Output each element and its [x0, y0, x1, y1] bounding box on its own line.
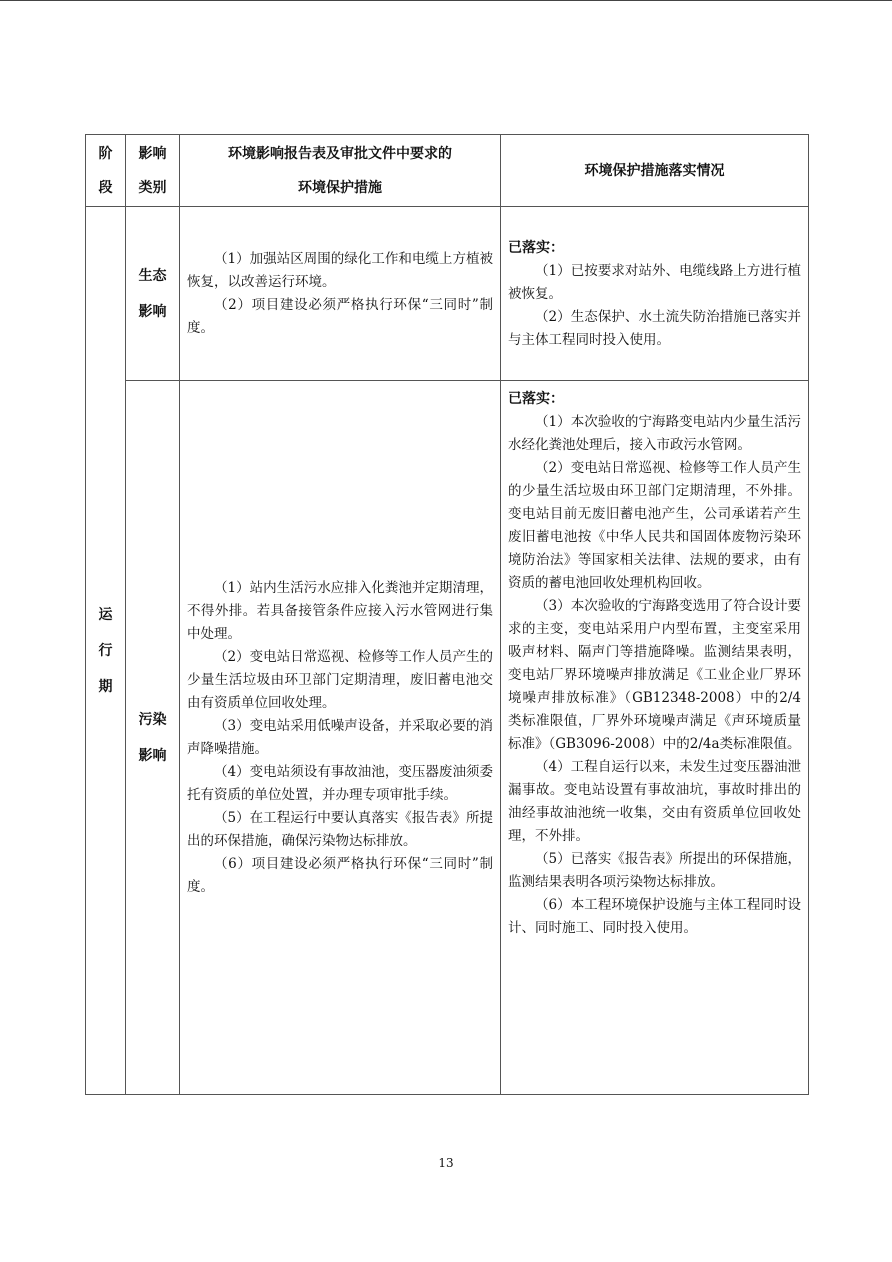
table-header-row	[86, 135, 809, 207]
implementation-item: （6）本工程环境保护设施与主体工程同时设计、同时施工、同时投入使用。	[508, 897, 801, 936]
requirement-item: （3）变电站采用低噪声设备，并采取必要的消声降噪措施。	[187, 717, 493, 757]
requirement-item: （2）变电站日常巡视、检修等工作人员产生的少量生活垃圾由环卫部门定期清理，废旧蓄电池交由有资质单位回收处理。	[187, 648, 493, 711]
implementation-item: （1）已按要求对站外、电缆线路上方进行植被恢复。	[508, 262, 801, 302]
requirement-item: （2）项目建设必须严格执行环保“三同时”制度。	[187, 296, 493, 336]
header-req-line2: 环境保护措施	[298, 179, 382, 196]
implementation-item: （2）生态保护、水土流失防治措施已落实并与主体工程同时投入使用。	[508, 308, 801, 348]
requirement-item: （4）变电站须设有事故油池，变压器废油须委托有资质的单位处置，并办理专项审批手续。	[187, 763, 493, 803]
implementation-pollution	[501, 381, 809, 1095]
implementation-item: （5）已落实《报告表》所提出的环保措施，监测结果表明各项污染物达标排放。	[508, 851, 801, 890]
impact-type-ecology	[126, 207, 180, 381]
environmental-measures-table	[85, 134, 809, 1095]
requirements-pollution	[180, 381, 501, 1095]
implementation-item: （1）本次验收的宁海路变电站内少量生活污水经化粪池处理后，接入市政污水管网。	[508, 414, 801, 453]
stage-char: 行	[98, 642, 113, 659]
type-line: 污染	[138, 711, 167, 728]
status-label: 已落实：	[508, 239, 564, 256]
requirement-item: （6）项目建设必须严格执行环保“三同时”制度。	[187, 855, 493, 895]
header-impact-type	[126, 135, 180, 207]
header-stage-line2: 段	[98, 179, 113, 196]
implementation-item: （2）变电站日常巡视、检修等工作人员产生的少量生活垃圾由环卫部门定期清理，不外排。变电站目前无废旧蓄电池产生，公司承诺若产生废旧蓄电池按《中华人民共和国固体废物污染环境防治法》等国家相关法律、法规的要求，由有资质的蓄电池回收处理机构回收。	[508, 460, 801, 591]
requirement-item: （5）在工程运行中要认真落实《报告表》所提出的环保措施，确保污染物达标排放。	[187, 809, 493, 849]
requirements-ecology	[180, 207, 501, 381]
header-req-line1: 环境影响报告表及审批文件中要求的	[228, 145, 452, 162]
top-border-line	[0, 0, 892, 1]
header-stage	[86, 135, 126, 207]
type-line: 影响	[138, 747, 167, 764]
header-type-line1: 影响	[138, 145, 167, 162]
header-implementation: 环境保护措施落实情况	[501, 135, 809, 207]
stage-cell	[86, 207, 126, 1095]
table-row-ecology	[86, 207, 809, 381]
header-requirements	[180, 135, 501, 207]
page-number: 13	[438, 1156, 454, 1170]
implementation-item: （3）本次验收的宁海路变选用了符合设计要求的主变，变电站采用户内型布置，主变室采用吸声材料、隔声门等措施降噪。监测结果表明，变电站厂界环境噪声排放满足《工业企业厂界环境噪声排放标准》（GB12348-2008）中的2/4类标准限值，厂界外环境噪声满足《声环境质量标准》（GB3096-2008）中的2/4a类标准限值。	[508, 598, 801, 752]
type-line: 影响	[138, 303, 167, 320]
implementation-item: （4）工程自运行以来，未发生过变压器油泄漏事故。变电站设置有事故油坑，事故时排出的油经事故油池统一收集，交由有资质单位回收处理，不外排。	[508, 759, 801, 844]
stage-char: 期	[98, 678, 113, 695]
requirement-item: （1）加强站区周围的绿化工作和电缆上方植被恢复，以改善运行环境。	[187, 250, 493, 290]
status-label: 已落实：	[508, 391, 564, 407]
table-row-pollution	[86, 381, 809, 1095]
header-type-line2: 类别	[138, 179, 167, 196]
stage-char: 运	[98, 606, 113, 623]
implementation-ecology	[501, 207, 809, 381]
type-line: 生态	[138, 267, 167, 284]
impact-type-pollution	[126, 381, 180, 1095]
requirement-item: （1）站内生活污水应排入化粪池并定期清理，不得外排。若具备接管条件应接入污水管网进行集中处理。	[187, 579, 493, 642]
header-stage-line1: 阶	[98, 145, 113, 162]
